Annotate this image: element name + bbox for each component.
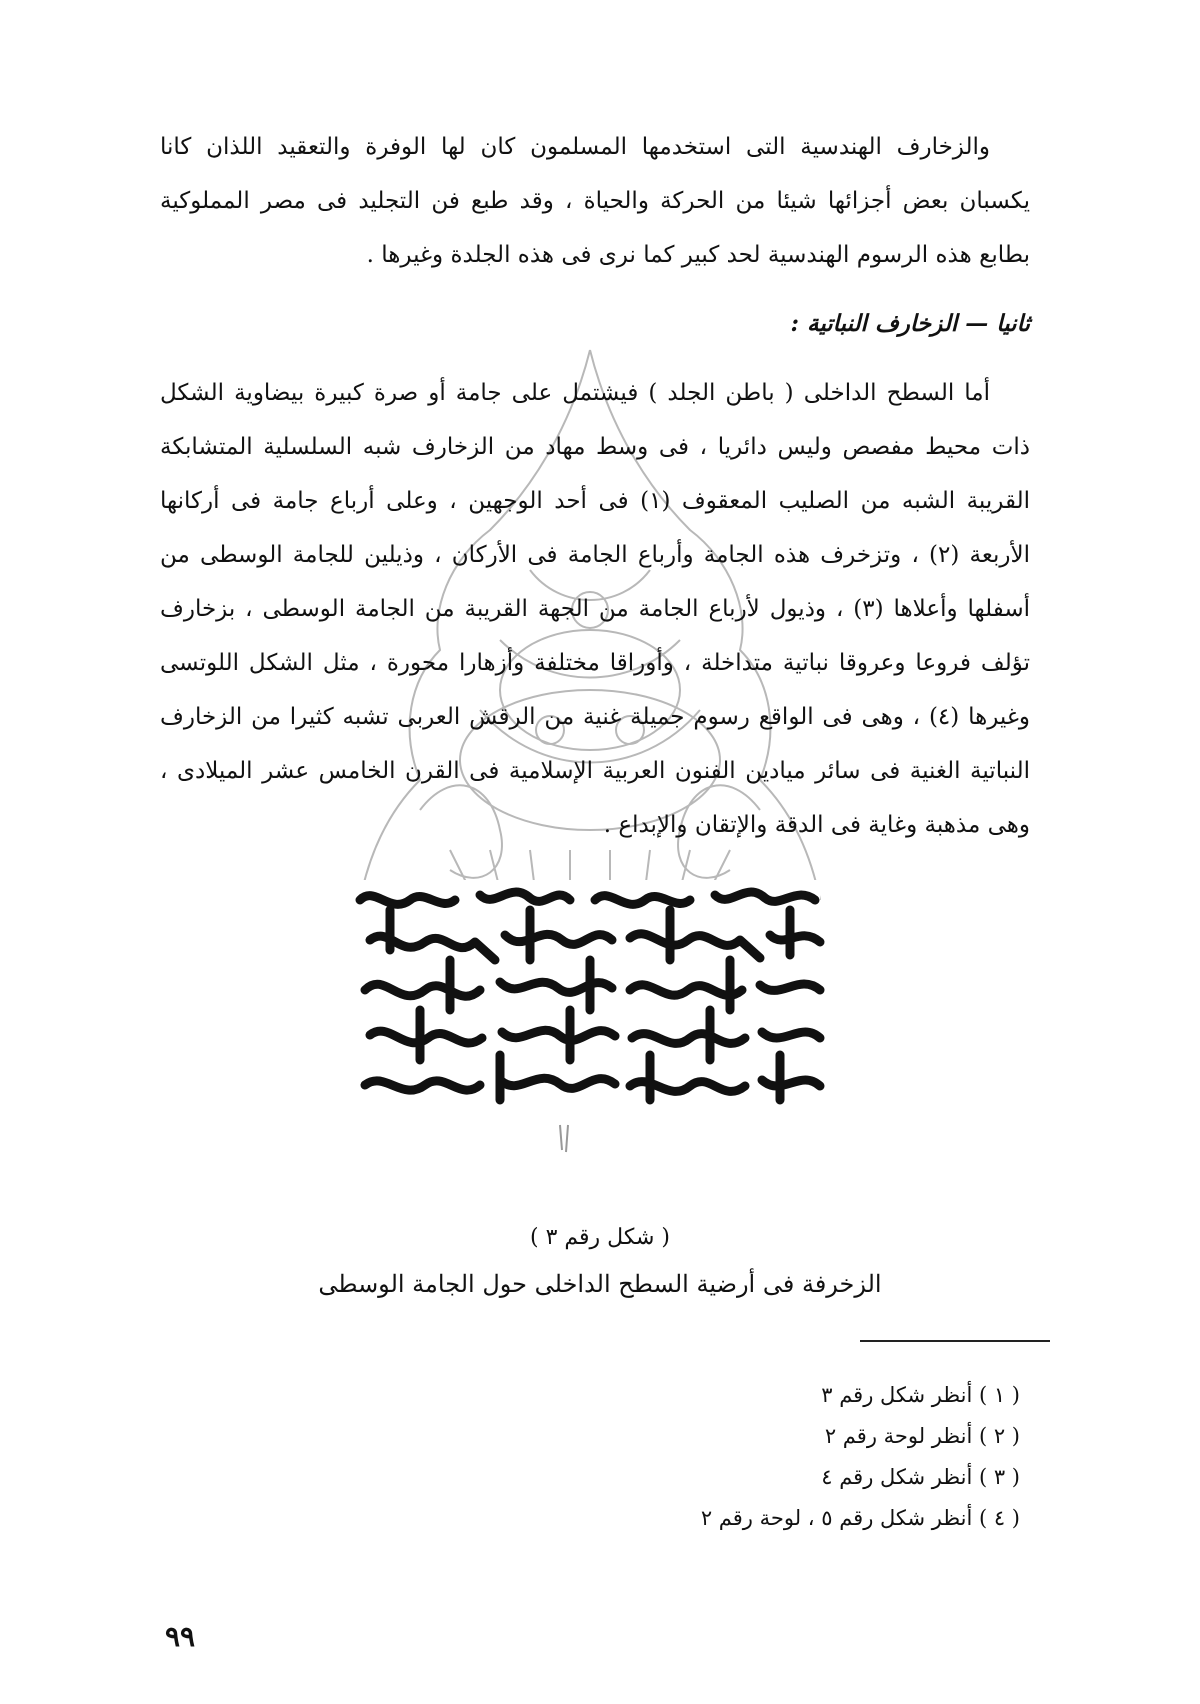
- footnotes-list: [701, 1375, 1020, 1539]
- footnote-divider: [860, 1340, 1050, 1342]
- footnote-item: ( ٢ ) أنظر لوحة رقم ٢: [824, 1424, 1020, 1448]
- page-number: ٩٩: [165, 1620, 196, 1653]
- figure-caption-text: الزخرفة فى أرضية السطح الداخلى حول الجامة الوسطى: [318, 1270, 882, 1298]
- figure-caption-number: ( شكل رقم ٣ ): [530, 1225, 670, 1250]
- paragraph-inner-surface: أما السطح الداخلى ( باطن الجلد ) فيشتمل على جامة أو صرة كبيرة بيضاوية الشكل ذات محيط مفصص وليس دائريا ، فى وسط مهاد من الزخارف شبه السلسلية المتشابكة القريبة الشبه من الصليب المعقوف (١) فى أحد الوجهين ، وعلى أرباع جامة فى أركانها الأربعة (٢) ، وتزخرف هذه الجامة وأرباع الجامة فى الأركان ، وذيلين للجامة الوسطى من أسفلها وأعلاها (٣) ، وذيول لأرباع الجامة من الجهة القريبة من الجامة الوسطى ، بزخارف تؤلف فروعا وعروقا نباتية متداخلة ، وأوراقا مختلفة وأزهارا محورة ، مثل الشكل اللوتسى وغيرها (٤) ، وهى فى الواقع رسوم جميلة غنية من الرقش العربى تشبه كثيرا من الزخارف النباتية الغنية فى سائر ميادين الفنون العربية الإسلامية فى القرن الخامس عشر الميلادى ، وهى مذهبة وغاية فى الدقة والإتقان والإبداع .: [160, 380, 1030, 838]
- paragraph-geometric-ornament: والزخارف الهندسية التى استخدمها المسلمون كان لها الوفرة والتعقيد اللذان كانا يكسبان بعض أجزائها شيئا من الحركة والحياة ، وقد طبع فن التجليد فى مصر المملوكية بطابع هذه الرسوم الهندسية لحد كبير كما نرى فى هذه الجلدة وغيرها .: [160, 134, 1030, 268]
- footnote-item: ( ١ ) أنظر شكل رقم ٣: [821, 1383, 1020, 1407]
- section-heading-floral-ornament: ثانيا — الزخارف النباتية :: [790, 310, 1030, 337]
- footnote-item: ( ٤ ) أنظر شكل رقم ٥ ، لوحة رقم ٢: [700, 1506, 1020, 1530]
- footnote-item: ( ٣ ) أنظر شكل رقم ٤: [821, 1465, 1020, 1489]
